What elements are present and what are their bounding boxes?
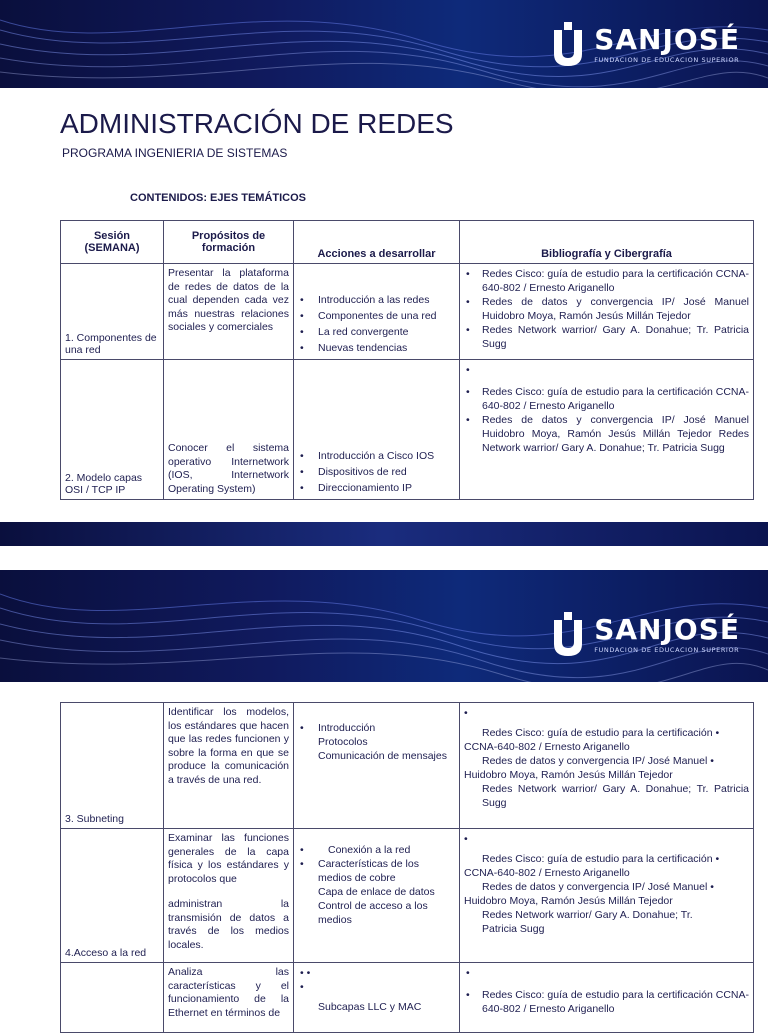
action-item: Protocolos bbox=[318, 736, 368, 748]
logo-mark-icon bbox=[550, 22, 586, 68]
header-banner bbox=[0, 0, 768, 88]
action-item: Subcapas LLC y MAC bbox=[318, 1001, 422, 1013]
header-bibliography: Bibliografía y Cibergrafía bbox=[460, 221, 754, 264]
table-row bbox=[61, 264, 754, 360]
bib-item: • Redes de datos y convergencia IP/ José Manuel Huidobro Moya, Ramón Jesús Millán Tejedor bbox=[464, 295, 749, 323]
brand-logo bbox=[550, 22, 740, 68]
logo-mark-icon bbox=[550, 612, 586, 658]
bib-line: Redes Network warrior/ Gary A. Donahue; Tr. bbox=[482, 909, 693, 921]
action-item: • Introducción a Cisco IOS bbox=[298, 448, 455, 464]
purpose-cell: Presentar la plataforma de redes de datos de la cual dependen cada vez más nuestras relaciones sociales y comerciales bbox=[164, 264, 294, 360]
actions-cell bbox=[294, 963, 460, 1033]
brand-logo bbox=[550, 612, 740, 658]
action-item: • Introducción bbox=[298, 721, 455, 735]
bibliography-cell bbox=[460, 829, 754, 963]
action-item: Control de acceso a los medios bbox=[318, 900, 428, 926]
actions-cell bbox=[294, 264, 460, 360]
header-purpose: Propósitos de formación bbox=[164, 221, 294, 264]
bib-item bbox=[464, 363, 749, 377]
bibliography-cell bbox=[460, 360, 754, 500]
header-banner bbox=[0, 570, 768, 682]
action-item: • Direccionamiento IP bbox=[298, 480, 455, 496]
bib-line: Huidobro Moya, Ramón Jesús Millán Tejedor bbox=[464, 895, 673, 907]
table-header-row bbox=[61, 221, 754, 264]
session-cell bbox=[61, 963, 164, 1033]
footer-strip bbox=[0, 522, 768, 546]
bib-item: • Redes Cisco: guía de estudio para la certificación CCNA-640-802 / Ernesto Ariganello bbox=[464, 988, 749, 1016]
session-cell: 1. Componentes de una red bbox=[61, 264, 164, 360]
action-mark: • bbox=[300, 981, 304, 993]
action-item: Comunicación de mensajes bbox=[318, 750, 447, 762]
action-item: • La red convergente bbox=[298, 324, 455, 340]
bib-line: Redes de datos y convergencia IP/ José Manuel • bbox=[482, 881, 714, 893]
brand-tagline: FUNDACION DE EDUCACION SUPERIOR bbox=[594, 646, 740, 654]
session-cell: 3. Subneting bbox=[61, 703, 164, 829]
purpose-text: administran la transmisión de datos a través de los medios locales. bbox=[168, 898, 289, 951]
header-actions: Acciones a desarrollar bbox=[294, 221, 460, 264]
purpose-cell: Analiza las características y el funcionamiento de la Ethernet en términos de bbox=[164, 963, 294, 1033]
bib-line: Redes Network warrior/ Gary A. Donahue; Tr. Patricia Sugg bbox=[482, 783, 749, 809]
bib-item: • Redes Cisco: guía de estudio para la certificación CCNA-640-802 / Ernesto Ariganello bbox=[464, 385, 749, 413]
content-table-2 bbox=[60, 702, 754, 1033]
bib-item: • Redes Network warrior/ Gary A. Donahue; Tr. Patricia Sugg bbox=[464, 323, 749, 351]
action-item: • Nuevas tendencias bbox=[298, 340, 455, 356]
table-row bbox=[61, 703, 754, 829]
session-cell: 4.Acceso a la red bbox=[61, 829, 164, 963]
actions-cell bbox=[294, 360, 460, 500]
content-table-1 bbox=[60, 220, 754, 500]
actions-cell bbox=[294, 703, 460, 829]
page-title: ADMINISTRACIÓN DE REDES bbox=[60, 108, 454, 139]
action-item: • Componentes de una red bbox=[298, 308, 455, 324]
brand-tagline: FUNDACION DE EDUCACION SUPERIOR bbox=[594, 56, 740, 64]
purpose-cell: Identificar los modelos, los estándares que hacen que las redes funcionen y sobre la forma en que se produce la comunicación a través de una red. bbox=[164, 703, 294, 829]
page-subtitle: PROGRAMA INGENIERIA DE SISTEMAS bbox=[62, 146, 288, 160]
purpose-cell bbox=[164, 360, 294, 500]
table-row bbox=[61, 829, 754, 963]
actions-cell bbox=[294, 829, 460, 963]
bib-line: Redes de datos y convergencia IP/ José Manuel • bbox=[482, 755, 714, 767]
bib-line: Redes Cisco: guía de estudio para la certificación • bbox=[482, 727, 720, 739]
bib-line: CCNA-640-802 / Ernesto Ariganello bbox=[464, 741, 630, 753]
action-item: • Introducción a las redes bbox=[298, 292, 455, 308]
purpose-text: Conocer el sistema operativo Internetwork (IOS, Internetwork Operating System) bbox=[168, 442, 289, 495]
action-item: • Dispositivos de red bbox=[298, 464, 455, 480]
bib-line: Huidobro Moya, Ramón Jesús Millán Tejedor bbox=[464, 769, 673, 781]
action-item: • Características de los medios de cobre bbox=[298, 857, 455, 885]
bib-line: Patricia Sugg bbox=[482, 923, 545, 935]
bib-item: • Redes de datos y convergencia IP/ José Manuel Huidobro Moya, Ramón Jesús Millán Tejedor Redes Network warrior/ Gary A. Donahue; Tr. Patricia Sugg bbox=[464, 413, 749, 455]
brand-name: SANJOSÉ bbox=[594, 23, 740, 56]
header-session: Sesión (SEMANA) bbox=[61, 221, 164, 264]
action-item: Capa de enlace de datos bbox=[318, 886, 435, 898]
section-heading: CONTENIDOS: EJES TEMÁTICOS bbox=[130, 192, 307, 204]
bib-item bbox=[464, 966, 749, 980]
bibliography-cell bbox=[460, 963, 754, 1033]
purpose-cell bbox=[164, 829, 294, 963]
action-item: • Conexión a la red bbox=[298, 843, 455, 857]
bib-item: • Redes Cisco: guía de estudio para la certificación CCNA-640-802 / Ernesto Ariganello bbox=[464, 267, 749, 295]
bibliography-cell bbox=[460, 703, 754, 829]
session-cell: 2. Modelo capas OSI / TCP IP bbox=[61, 360, 164, 500]
bib-line: • bbox=[464, 833, 468, 845]
table-row bbox=[61, 360, 754, 500]
action-mark: • • bbox=[300, 967, 311, 979]
table-row bbox=[61, 963, 754, 1033]
purpose-text: Examinar las funciones generales de la capa física y los estándares y protocolos que bbox=[168, 832, 289, 885]
bibliography-cell bbox=[460, 264, 754, 360]
bib-line: • bbox=[464, 707, 468, 719]
brand-name: SANJOSÉ bbox=[594, 613, 740, 646]
bib-line: CCNA-640-802 / Ernesto Ariganello bbox=[464, 867, 630, 879]
bib-line: Redes Cisco: guía de estudio para la certificación • bbox=[482, 853, 720, 865]
